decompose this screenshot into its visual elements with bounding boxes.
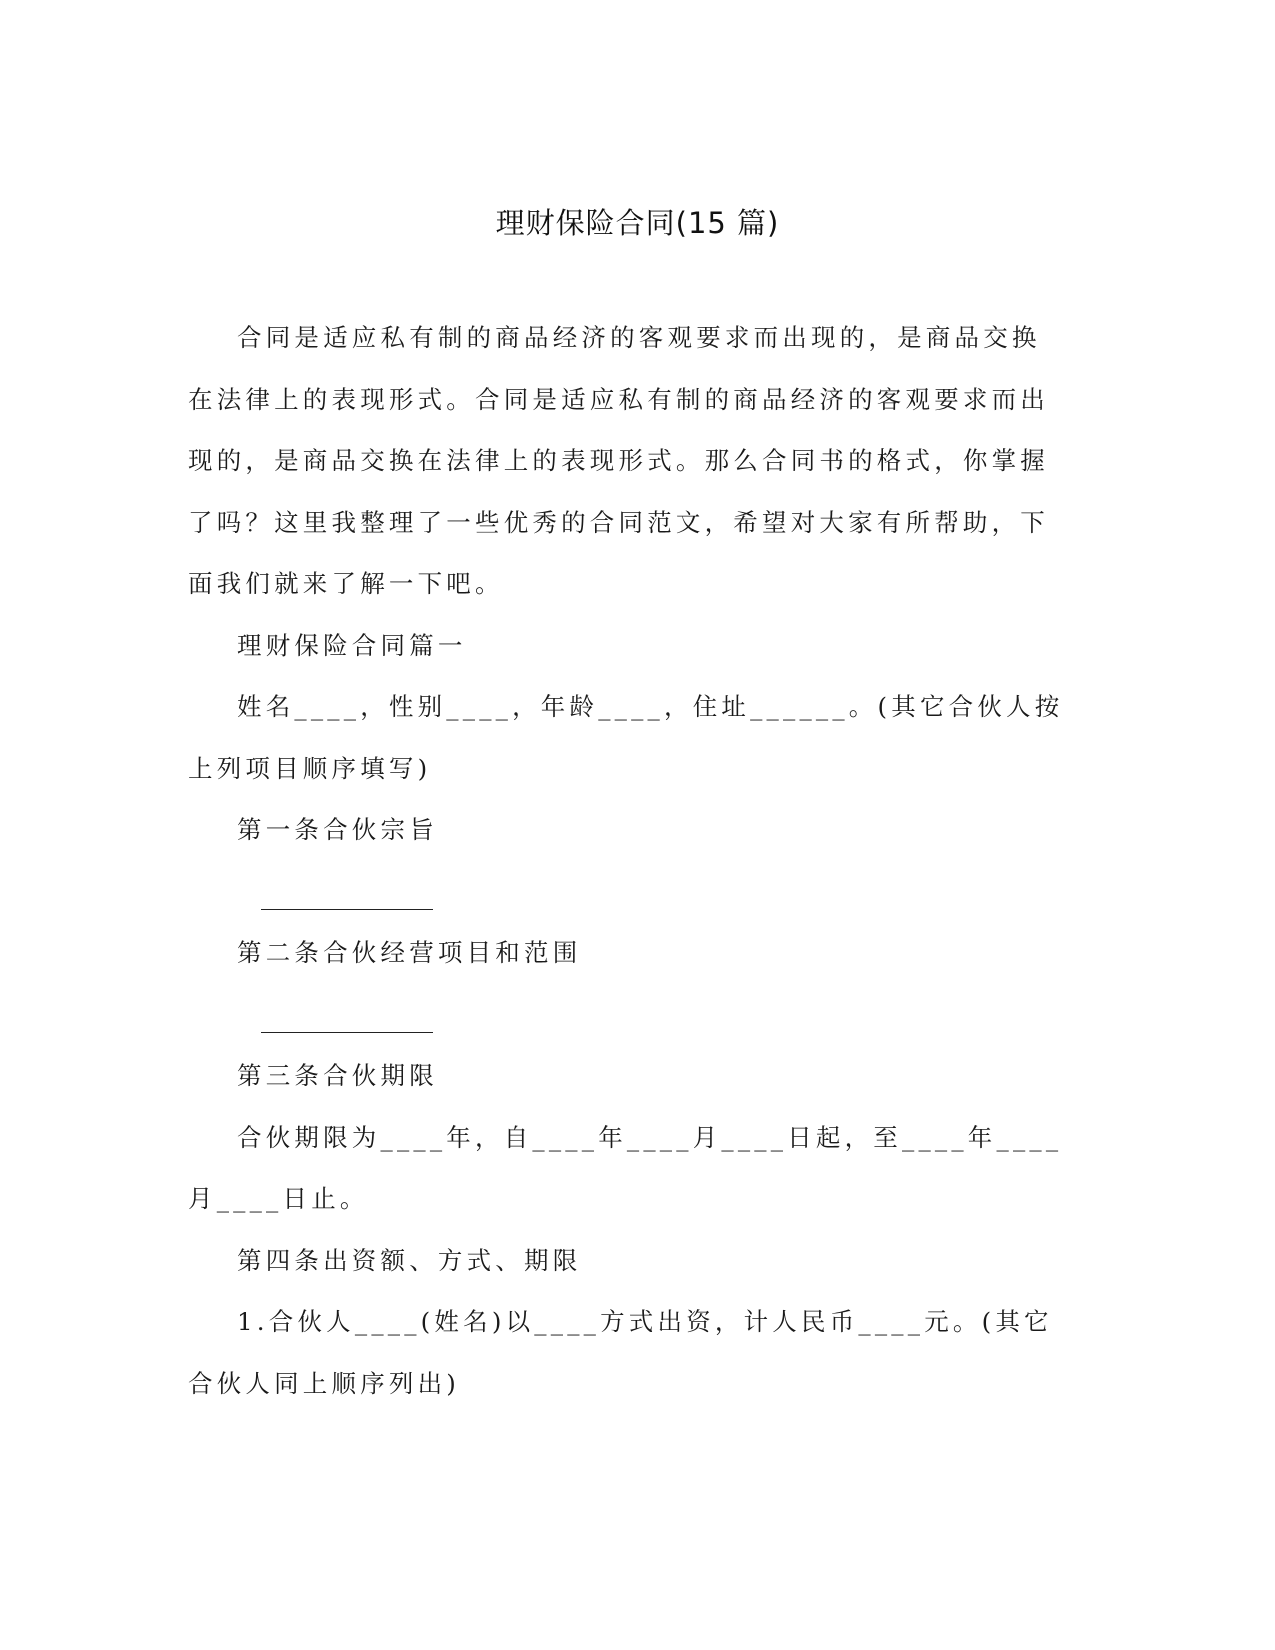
fill-in-rule: [261, 909, 433, 910]
section-heading: 理财保险合同篇一: [237, 630, 467, 660]
article-3-paragraph: 合伙期限为____年，自____年____月____日起，至____年____月____日止。: [188, 1122, 1063, 1213]
article-1-blank: [188, 861, 1068, 923]
article-4-heading: 第四条出资额、方式、期限: [237, 1245, 582, 1275]
article-2-heading: 第二条合伙经营项目和范围: [237, 938, 582, 967]
fill-in-rule: [261, 1032, 433, 1033]
article-1-heading: 第一条合伙宗旨: [237, 815, 438, 844]
party-info-paragraph: 姓名____，性别____，年龄____，住址______。(其它合伙人按上列项目顺序填写): [188, 692, 1064, 783]
article-3-heading: 第三条合伙期限: [237, 1061, 438, 1090]
article-2-blank: [188, 984, 1068, 1046]
article-4-item-1: 1.合伙人____(姓名)以____方式出资，计人民币____元。(其它合伙人同上顺序列出): [188, 1307, 1053, 1398]
intro-paragraph: 合同是适应私有制的商品经济的客观要求而出现的，是商品交换在法律上的表现形式。合同是适应私有制的商品经济的客观要求而出现的，是商品交换在法律上的表现形式。那么合同书的格式，你掌握了吗？这里我整理了一些优秀的合同范文，希望对大家有所帮助，下面我们就来了解一下吧。: [188, 323, 1049, 598]
document-body: [188, 307, 1068, 1414]
document-title: 理财保险合同(15 篇): [495, 206, 780, 240]
